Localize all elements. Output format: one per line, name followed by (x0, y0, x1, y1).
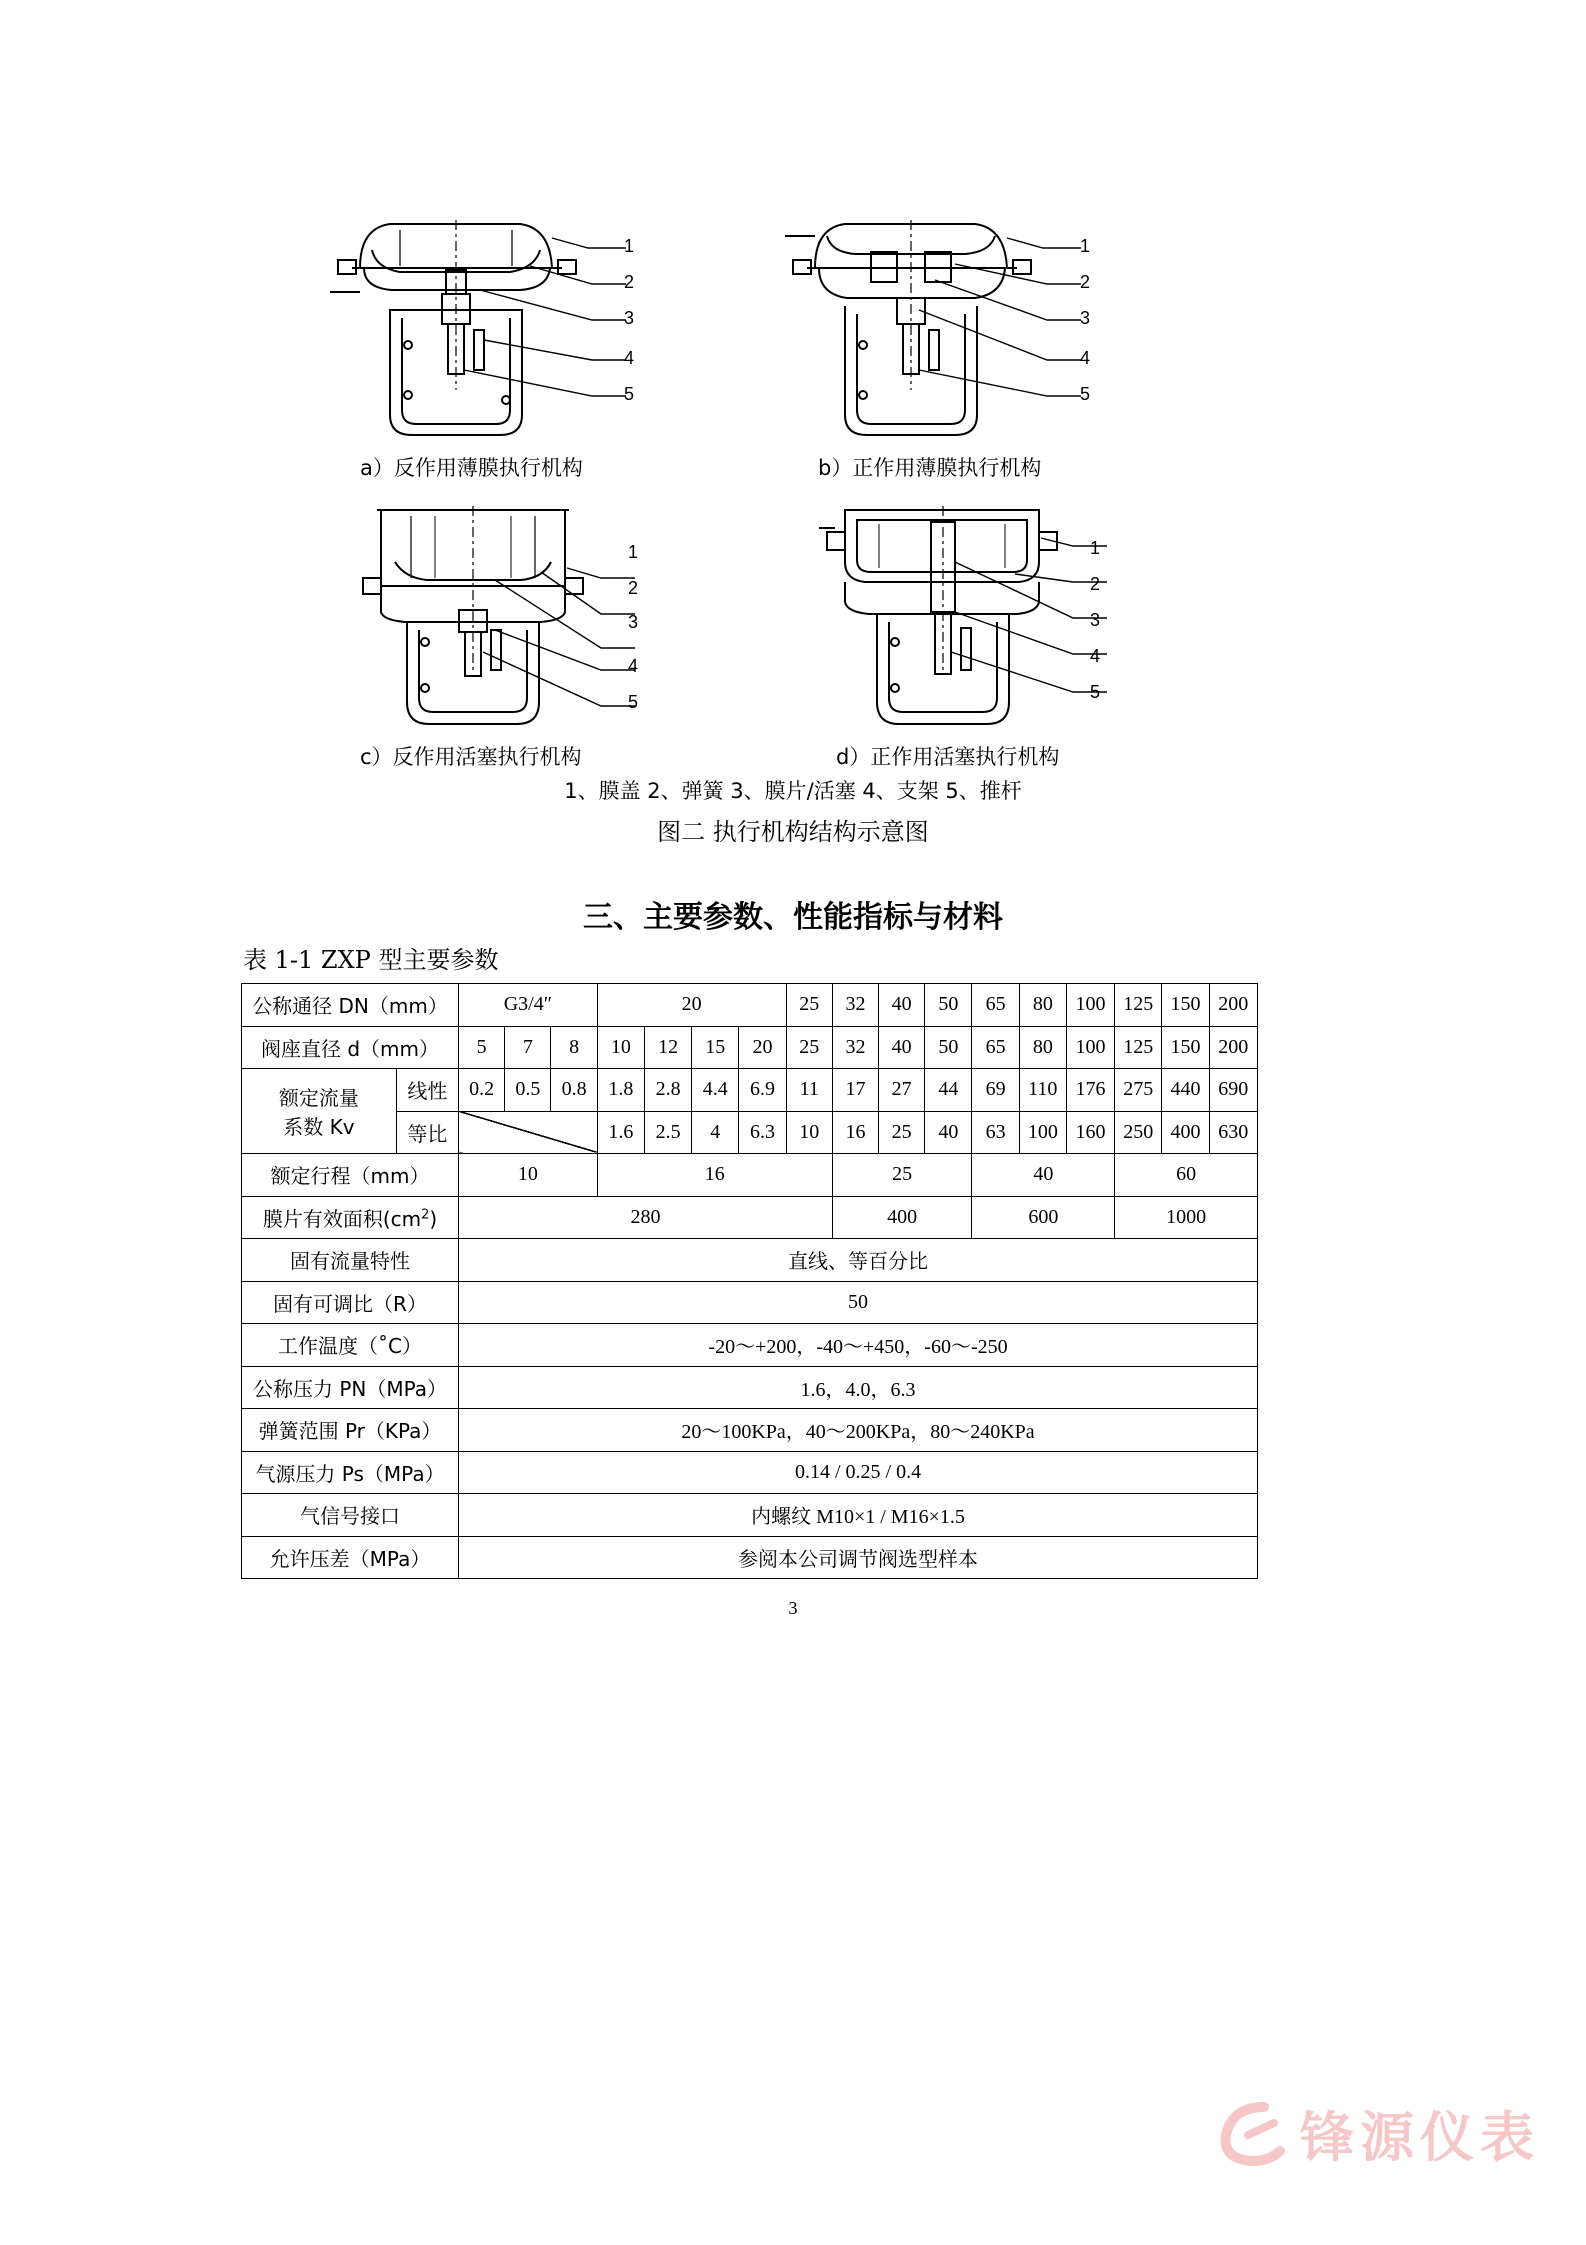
page-number: 3 (788, 1598, 798, 1618)
temperature-value: -20～+200，-40～+450，-60～-250 (459, 1324, 1258, 1367)
kv-equal-empty-cell (459, 1111, 598, 1154)
dn-cell: 80 (1019, 984, 1066, 1027)
figure-a-caption: a）反作用薄膜执行机构 (360, 456, 583, 480)
kv-linear-cell: 6.9 (739, 1069, 786, 1112)
callout-3: 3 (624, 308, 635, 328)
seat-cell: 150 (1162, 1026, 1209, 1069)
dn-cell: 32 (832, 984, 878, 1027)
kv-linear-cell: 440 (1162, 1069, 1209, 1112)
figure-c-reverse-piston (335, 502, 675, 732)
table-row-spring-range (242, 1409, 1258, 1452)
kv-linear-cell: 69 (972, 1069, 1019, 1112)
kv-linear-cell: 690 (1209, 1069, 1257, 1112)
kv-equal-cell: 2.5 (644, 1111, 691, 1154)
dn-cell: 50 (925, 984, 972, 1027)
signal-port-label: 气信号接口 (242, 1494, 459, 1537)
callout-3: 3 (1080, 308, 1091, 328)
spring-range-value: 20～100KPa，40～200KPa，80～240KPa (459, 1409, 1258, 1452)
kv-label-line-1: 额定流量 (278, 1086, 359, 1110)
kv-linear-cell: 44 (925, 1069, 972, 1112)
seat-cell: 65 (972, 1026, 1019, 1069)
kv-equal-cell: 4 (692, 1111, 739, 1154)
kv-equal-cell: 63 (972, 1111, 1019, 1154)
kv-linear-cell: 17 (832, 1069, 878, 1112)
kv-equal-label: 等比 (396, 1111, 458, 1154)
figure-d-caption: d）正作用活塞执行机构 (836, 745, 1060, 769)
figure-b-drawing (785, 210, 1125, 445)
table-row-pressure-diff (242, 1536, 1258, 1579)
kv-linear-cell: 110 (1019, 1069, 1066, 1112)
figure-b-direct-diaphragm (785, 210, 1125, 445)
air-supply-value: 0.14 / 0.25 / 0.4 (459, 1451, 1258, 1494)
kv-equal-cell: 400 (1162, 1111, 1209, 1154)
parameter-table (241, 983, 1258, 1579)
area-cell: 280 (459, 1196, 833, 1239)
kv-equal-cell: 1.6 (597, 1111, 644, 1154)
table-row-stroke (242, 1154, 1258, 1197)
characteristic-label: 固有流量特性 (242, 1239, 459, 1282)
dn-cell: 25 (786, 984, 832, 1027)
area-label-end: ) (429, 1206, 438, 1231)
signal-port-value: 内螺纹 M10×1 / M16×1.5 (459, 1494, 1258, 1537)
table-row-characteristic (242, 1239, 1258, 1282)
kv-linear-cell: 1.8 (597, 1069, 644, 1112)
table-row-seat (242, 1026, 1258, 1069)
callout-4: 4 (624, 348, 635, 368)
callout-5: 5 (1090, 682, 1101, 702)
figure-c-caption: c）反作用活塞执行机构 (360, 745, 582, 769)
callout-5: 5 (628, 692, 639, 712)
callout-1: 1 (1080, 236, 1091, 256)
callout-1: 1 (628, 542, 639, 562)
rangeability-label: 固有可调比（R） (242, 1281, 459, 1324)
stroke-cell: 10 (459, 1154, 598, 1197)
area-cell: 400 (832, 1196, 972, 1239)
kv-linear-cell: 0.5 (505, 1069, 551, 1112)
callout-2: 2 (624, 272, 635, 292)
kv-linear-cell: 4.4 (692, 1069, 739, 1112)
callout-4: 4 (1080, 348, 1091, 368)
area-label-text: 膜片有效面积(cm (262, 1206, 422, 1231)
table-row-kv-linear (242, 1069, 1258, 1112)
kv-equal-cell: 25 (879, 1111, 925, 1154)
figure-c-drawing (335, 502, 675, 732)
kv-linear-label: 线性 (396, 1069, 458, 1112)
dn-cell: 100 (1066, 984, 1114, 1027)
kv-label (242, 1069, 397, 1154)
pressure-diff-label: 允许压差（MPa） (242, 1536, 459, 1579)
dn-cell: 20 (597, 984, 786, 1027)
figure-legend: 1、膜盖 2、弹簧 3、膜片/活塞 4、支架 5、推杆 (564, 779, 1022, 803)
stroke-cell: 60 (1115, 1154, 1258, 1197)
area-label-sup: 2 (421, 1207, 430, 1223)
figure-a-drawing (330, 210, 670, 445)
kv-linear-cell: 0.2 (459, 1069, 505, 1112)
callout-2: 2 (1080, 272, 1091, 292)
seat-cell: 80 (1019, 1026, 1066, 1069)
kv-linear-cell: 27 (879, 1069, 925, 1112)
rangeability-value: 50 (459, 1281, 1258, 1324)
temperature-label: 工作温度（˚C） (242, 1324, 459, 1367)
stroke-cell: 16 (597, 1154, 832, 1197)
kv-equal-cell: 630 (1209, 1111, 1257, 1154)
kv-equal-cell: 250 (1115, 1111, 1162, 1154)
seat-cell: 5 (459, 1026, 505, 1069)
pressure-diff-value: 参阅本公司调节阀选型样本 (459, 1536, 1258, 1579)
kv-linear-cell: 0.8 (551, 1069, 597, 1112)
stroke-cell: 40 (972, 1154, 1115, 1197)
seat-cell: 40 (879, 1026, 925, 1069)
callout-2: 2 (628, 578, 639, 598)
callout-4: 4 (1090, 646, 1101, 666)
seat-cell: 7 (505, 1026, 551, 1069)
air-supply-label: 气源压力 Ps（MPa） (242, 1451, 459, 1494)
dn-label: 公称通径 DN（mm） (242, 984, 459, 1027)
characteristic-value: 直线、等百分比 (459, 1239, 1258, 1282)
watermark (1218, 2095, 1540, 2172)
watermark-logo-icon (1218, 2101, 1288, 2167)
section-title: 三、主要参数、性能指标与材料 (583, 900, 1003, 935)
area-label (242, 1196, 459, 1239)
callout-5: 5 (1080, 384, 1091, 404)
dn-cell: 150 (1162, 984, 1209, 1027)
kv-equal-cell: 16 (832, 1111, 878, 1154)
stroke-label: 额定行程（mm） (242, 1154, 459, 1197)
table-row-area (242, 1196, 1258, 1239)
figure-b-caption: b）正作用薄膜执行机构 (818, 456, 1042, 480)
seat-cell: 8 (551, 1026, 597, 1069)
seat-cell: 100 (1066, 1026, 1114, 1069)
kv-linear-cell: 11 (786, 1069, 832, 1112)
figure-a-reverse-diaphragm (330, 210, 670, 445)
stroke-cell: 25 (832, 1154, 972, 1197)
seat-cell: 10 (597, 1026, 644, 1069)
callout-3: 3 (1090, 610, 1101, 630)
dn-cell: 40 (879, 984, 925, 1027)
dn-cell: 65 (972, 984, 1019, 1027)
kv-linear-cell: 176 (1066, 1069, 1114, 1112)
seat-cell: 12 (644, 1026, 691, 1069)
callout-3: 3 (628, 612, 639, 632)
spring-range-label: 弹簧范围 Pr（KPa） (242, 1409, 459, 1452)
kv-linear-cell: 275 (1115, 1069, 1162, 1112)
table-row-temperature (242, 1324, 1258, 1367)
seat-label: 阀座直径 d（mm） (242, 1026, 459, 1069)
figure-title: 图二 执行机构结构示意图 (657, 818, 929, 846)
table-row-pressure-rating (242, 1366, 1258, 1409)
kv-equal-cell: 160 (1066, 1111, 1114, 1154)
pressure-rating-value: 1.6，4.0，6.3 (459, 1366, 1258, 1409)
dn-cell: 125 (1115, 984, 1162, 1027)
kv-equal-cell: 10 (786, 1111, 832, 1154)
callout-1: 1 (624, 236, 635, 256)
kv-linear-cell: 2.8 (644, 1069, 691, 1112)
pressure-rating-label: 公称压力 PN（MPa） (242, 1366, 459, 1409)
table-row-rangeability (242, 1281, 1258, 1324)
table-row-dn (242, 984, 1258, 1027)
kv-label-line-2: 系数 Kv (283, 1115, 355, 1139)
kv-equal-cell: 6.3 (739, 1111, 786, 1154)
dn-cell: G3/4″ (459, 984, 598, 1027)
dn-cell: 200 (1209, 984, 1257, 1027)
seat-cell: 50 (925, 1026, 972, 1069)
seat-cell: 125 (1115, 1026, 1162, 1069)
kv-equal-cell: 40 (925, 1111, 972, 1154)
seat-cell: 200 (1209, 1026, 1257, 1069)
callout-1: 1 (1090, 538, 1101, 558)
table-row-air-supply (242, 1451, 1258, 1494)
seat-cell: 32 (832, 1026, 878, 1069)
kv-equal-cell: 100 (1019, 1111, 1066, 1154)
callout-5: 5 (624, 384, 635, 404)
seat-cell: 20 (739, 1026, 786, 1069)
area-cell: 1000 (1115, 1196, 1258, 1239)
watermark-text: 锋源仪表 (1300, 2106, 1540, 2169)
table-title: 表 1-1 ZXP 型主要参数 (243, 946, 499, 974)
callout-4: 4 (628, 656, 639, 676)
callout-2: 2 (1090, 574, 1101, 594)
seat-cell: 15 (692, 1026, 739, 1069)
table-row-signal-port (242, 1494, 1258, 1537)
seat-cell: 25 (786, 1026, 832, 1069)
area-cell: 600 (972, 1196, 1115, 1239)
